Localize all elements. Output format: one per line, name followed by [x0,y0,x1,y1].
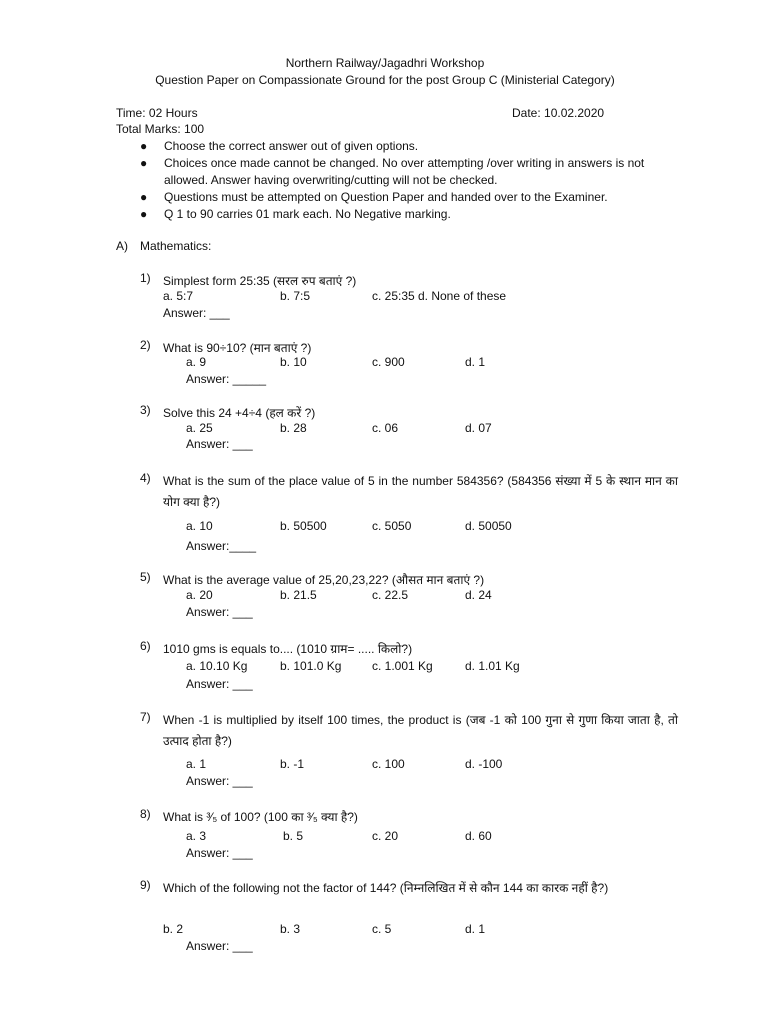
option-b: b. 21.5 [280,588,317,602]
exam-time: Time: 02 Hours [116,106,198,120]
question-number: 9) [140,878,151,892]
question-text: What is the sum of the place value of 5 in the number 584356? (584356 संख्या में 5 के स्थान मान का योग क्या है?) [163,474,678,509]
answer-blank: Answer: ___ [186,677,253,691]
option-d: d. 1 [465,355,486,369]
option-a: a. 9 [186,355,207,369]
bullet-icon: ● [140,207,148,221]
option-c: c. 900 [372,355,405,369]
instructions-list [140,138,680,223]
question-text: What is 90÷10? (मान बताएं ?) [163,341,312,355]
answer-blank: Answer: ___ [186,774,253,788]
header-line-2: Question Paper on Compassionate Ground for the post Group C (Ministerial Category) [155,73,615,87]
option-c: c. 25:35 [372,289,415,303]
answer-blank: Answer: _____ [186,372,267,386]
question-text: What is the average value of 25,20,23,22? (औसत मान बताएं ?) [163,573,485,587]
question-text: 1010 gms is equals to.... (1010 ग्राम= ..... किलो?) [163,642,413,656]
option-b: b. 10 [280,355,307,369]
question-number: 5) [140,570,151,584]
answer-blank: Answer: ___ [186,846,253,860]
option-a: a. 25 [186,421,213,435]
section-label: A) [116,239,128,253]
question-number: 6) [140,639,151,653]
instruction-item: ● Choices once made cannot be changed. No over attempting /over writing in answers is not allowed. Answer having overwriting/cutting will not be checked. [140,156,645,187]
question-text: Simplest form 25:35 (सरल रुप बताएं ?) [163,274,357,288]
option-b: b. 50500 [280,519,327,533]
option-b: b. 3 [280,922,301,936]
instruction-item: ● Questions must be attempted on Question Paper and handed over to the Examiner. [140,190,608,204]
question-text: What is ³⁄₅ of 100? (100 का ³⁄₅ क्या है?) [163,810,358,824]
exam-date: Date: 10.02.2020 [512,106,605,120]
answer-blank: Answer: ___ [186,437,253,451]
option-a: a. 10 [186,519,213,533]
question-number: 2) [140,338,151,352]
option-a: a. 1 [186,757,207,771]
option-a: b. 2 [163,922,184,936]
answer-blank: Answer: ___ [186,939,253,953]
option-d: d. 60 [465,829,492,843]
instruction-item: ● Choose the correct answer out of given options. [140,139,419,153]
option-c: c. 5050 [372,519,412,533]
option-d: d. 24 [465,588,492,602]
option-b: b. 28 [280,421,307,435]
option-a: a. 5:7 [163,289,194,303]
option-d: d. 1 [465,922,486,936]
option-d: d. 07 [465,421,492,435]
question-number: 1) [140,271,151,285]
option-d: d. 1.01 Kg [465,659,520,673]
option-c: c. 5 [372,922,392,936]
option-c: c. 22.5 [372,588,409,602]
question-text: Which of the following not the factor of 144? (निम्नलिखित में से कौन 144 का कारक नहीं है?) [163,881,609,895]
section-title: Mathematics: [140,239,212,253]
bullet-icon: ● [140,139,148,153]
option-c: c. 20 [372,829,399,843]
option-b: b. -1 [280,757,305,771]
option-c: c. 06 [372,421,399,435]
question-text: Solve this 24 +4÷4 (हल करें ?) [163,406,316,420]
header-line-1: Northern Railway/Jagadhri Workshop [285,56,485,70]
option-b: b. 5 [283,829,304,843]
bullet-icon: ● [140,156,148,170]
option-c: c. 1.001 Kg [372,659,433,673]
option-a: a. 10.10 Kg [186,659,248,673]
instruction-item: ● Q 1 to 90 carries 01 mark each. No Negative marking. [140,207,451,221]
answer-blank: Answer: ___ [163,306,230,320]
option-d: d. -100 [465,757,503,771]
option-d: d. 50050 [465,519,512,533]
option-d: d. None of these [418,289,507,303]
option-b: b. 7:5 [280,289,311,303]
bullet-icon: ● [140,190,148,204]
question-text: When -1 is multiplied by itself 100 times, the product is (जब -1 को 100 गुना से गुणा किया जाता है, तो उत्पाद होता है?) [163,713,678,748]
answer-blank: Answer: ___ [186,605,253,619]
option-a: a. 20 [186,588,213,602]
question-number: 3) [140,403,151,417]
question-number: 8) [140,807,151,821]
option-a: a. 3 [186,829,207,843]
question-number: 7) [140,710,151,724]
answer-blank: Answer:____ [186,539,257,553]
total-marks: Total Marks: 100 [116,122,205,136]
option-c: c. 100 [372,757,405,771]
question-number: 4) [140,471,151,485]
option-b: b. 101.0 Kg [280,659,342,673]
